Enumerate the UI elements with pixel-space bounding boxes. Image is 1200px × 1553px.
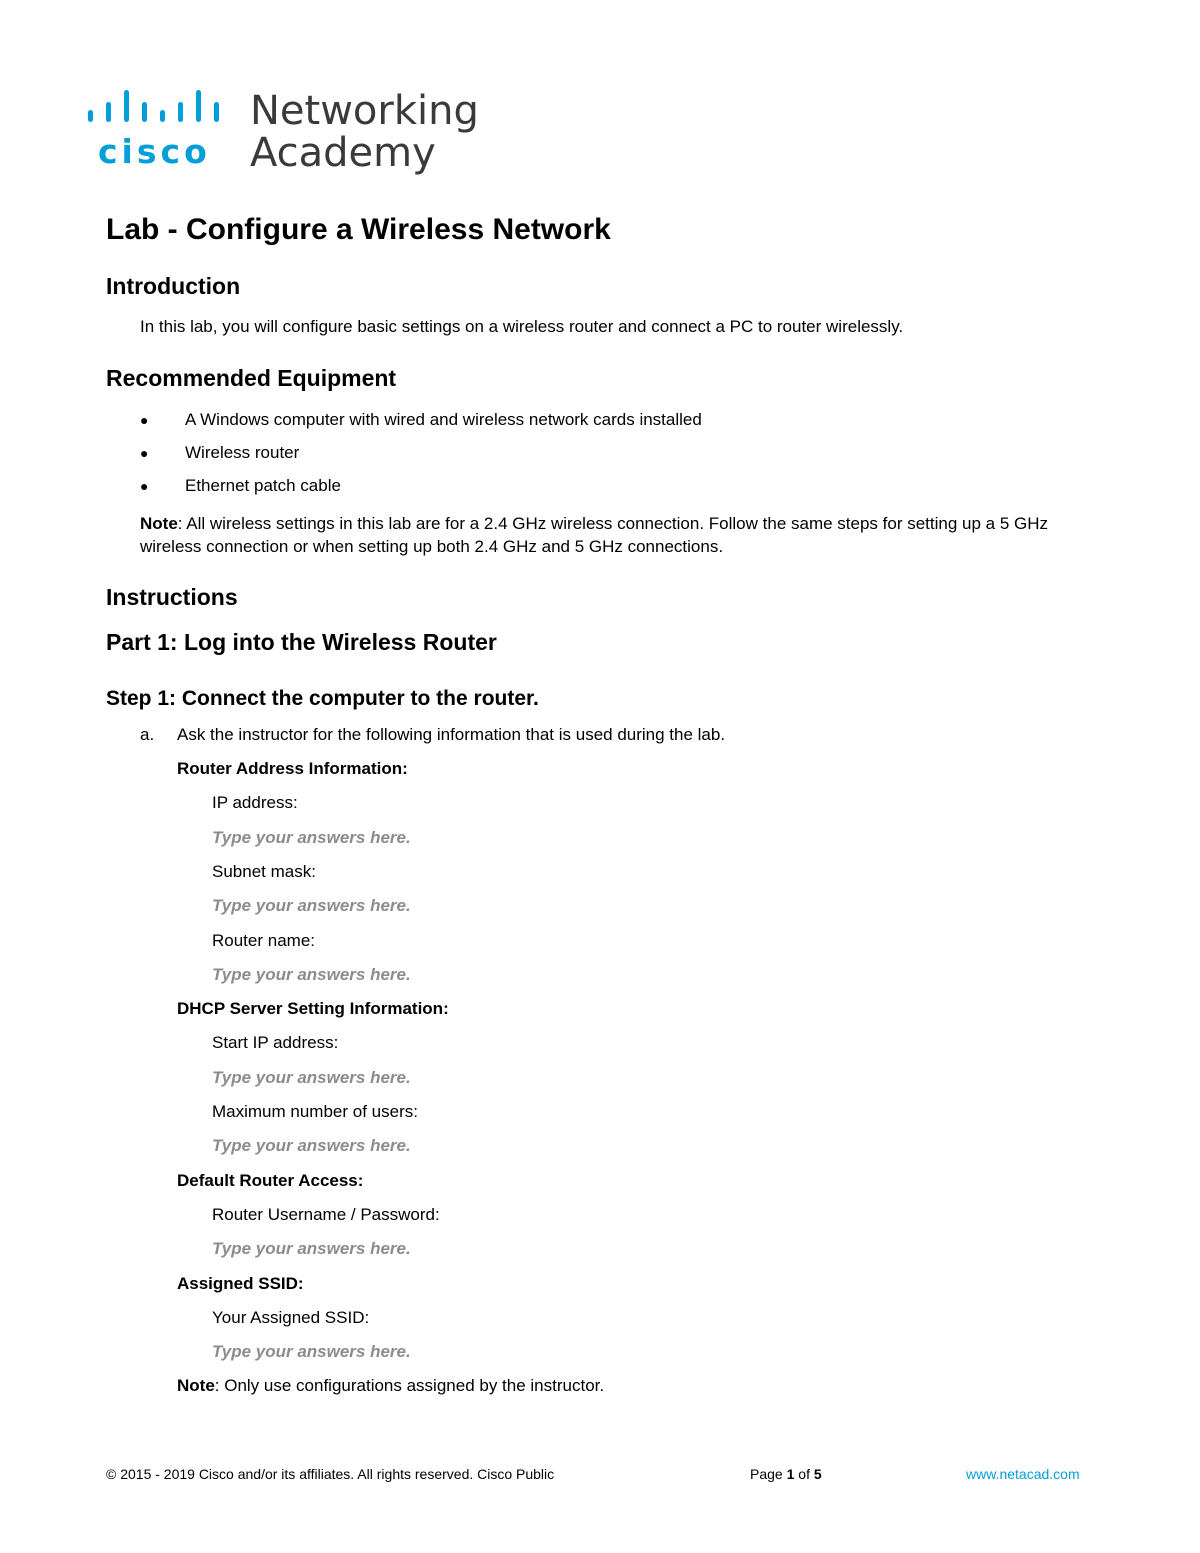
ip-address-label: IP address: [212, 793, 298, 812]
part-1-heading: Part 1: Log into the Wireless Router [106, 629, 497, 655]
subnet-mask-label: Subnet mask: [212, 862, 316, 881]
footer-copyright: © 2015 - 2019 Cisco and/or its affiliates. All rights reserved. Cisco Public [106, 1466, 555, 1482]
bullet-icon: ● [140, 445, 149, 461]
bullet-icon: ● [140, 478, 149, 494]
default-router-access-label: Default Router Access: [177, 1171, 364, 1190]
note-label: Note [140, 514, 178, 533]
page-prefix: Page [750, 1466, 787, 1482]
ip-address-answer[interactable]: Type your answers here. [212, 828, 411, 847]
router-name-answer[interactable]: Type your answers here. [212, 965, 411, 984]
start-ip-answer[interactable]: Type your answers here. [212, 1068, 411, 1087]
equipment-note [140, 512, 1100, 558]
cisco-wordmark: cisco [98, 132, 211, 171]
page-total: 5 [813, 1466, 822, 1482]
logo-networking: Networking [250, 88, 479, 134]
router-address-label: Router Address Information: [177, 759, 408, 778]
step-a-letter: a. [140, 725, 155, 744]
instructions-heading: Instructions [106, 584, 238, 610]
page-title: Lab - Configure a Wireless Network [106, 213, 611, 246]
introduction-heading: Introduction [106, 273, 241, 299]
assigned-ssid-label: Assigned SSID: [177, 1274, 304, 1293]
cisco-networking-academy-logo [86, 88, 479, 178]
logo-academy: Academy [250, 130, 436, 176]
footer-page-number [750, 1464, 822, 1484]
step-1-heading: Step 1: Connect the computer to the router. [106, 687, 539, 710]
note-label: Note [177, 1376, 215, 1395]
bullet-icon: ● [140, 412, 149, 428]
your-ssid-label: Your Assigned SSID: [212, 1308, 370, 1327]
max-users-label: Maximum number of users: [212, 1102, 418, 1121]
introduction-text: In this lab, you will configure basic settings on a wireless router and connect a PC to router wirelessly. [140, 317, 904, 336]
footer-netacad-link[interactable]: www.netacad.com [966, 1466, 1080, 1482]
max-users-answer[interactable]: Type your answers here. [212, 1136, 411, 1155]
subnet-mask-answer[interactable]: Type your answers here. [212, 896, 411, 915]
credentials-label: Router Username / Password: [212, 1205, 440, 1224]
router-name-label: Router name: [212, 931, 315, 950]
list-item-text: A Windows computer with wired and wireless network cards installed [185, 410, 702, 429]
note-text: : All wireless settings in this lab are for a 2.4 GHz wireless connection. Follow the same steps for setting up a 5 GHz wireless connection or when setting up both 2.4 GHz and 5 GHz connections. [140, 514, 1049, 556]
list-item-text: Wireless router [185, 443, 300, 462]
your-ssid-answer[interactable]: Type your answers here. [212, 1342, 411, 1361]
equipment-heading: Recommended Equipment [106, 365, 397, 391]
page-of: of [794, 1466, 814, 1482]
cisco-bars-icon [86, 88, 232, 128]
step-a-text: Ask the instructor for the following information that is used during the lab. [177, 725, 726, 744]
note-text: : Only use configurations assigned by the instructor. [214, 1376, 605, 1395]
dhcp-server-label: DHCP Server Setting Information: [177, 999, 449, 1018]
list-item-text: Ethernet patch cable [185, 476, 341, 495]
start-ip-label: Start IP address: [212, 1033, 339, 1052]
instructor-note [177, 1374, 604, 1398]
page-current: 1 [786, 1466, 795, 1482]
credentials-answer[interactable]: Type your answers here. [212, 1239, 411, 1258]
